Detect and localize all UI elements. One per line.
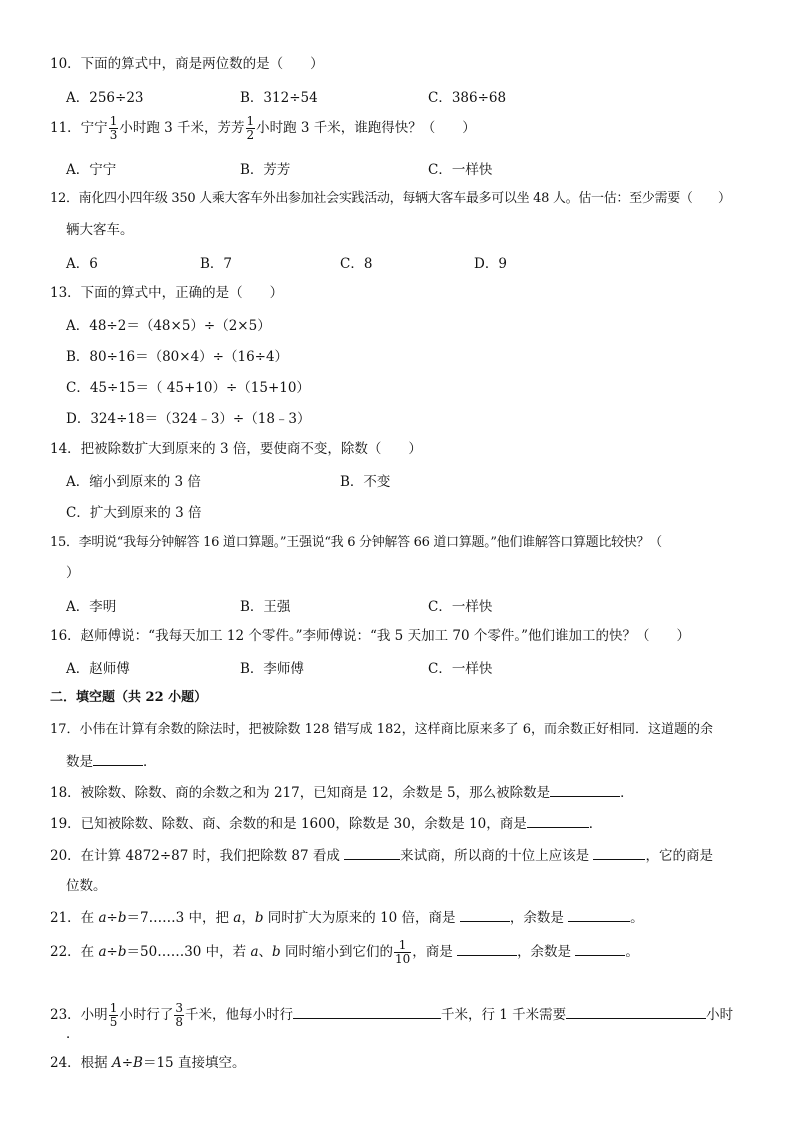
fraction-denominator: 10 — [394, 952, 411, 966]
q11-option-c: C．一样快 — [428, 162, 493, 178]
punctuation: ． — [143, 754, 157, 770]
q13-option-d: D．324÷18＝（324﹣3）÷（18﹣3） — [66, 411, 311, 427]
q12-option-b: B．7 — [200, 256, 233, 272]
fraction-numerator: 1 — [109, 114, 118, 128]
variable-A: A — [111, 1055, 122, 1071]
fraction-one-half — [246, 115, 256, 142]
question-11-text-3: 小时跑 3 千米，谁跑得快？（ ） — [256, 120, 476, 136]
question-14: 14．把被除数扩大到原来的 3 倍，要使商不变，除数（ ） — [50, 441, 422, 457]
question-23 — [50, 1000, 733, 1030]
q15-option-a: A．李明 — [66, 599, 117, 615]
fraction-numerator: 1 — [394, 939, 411, 953]
section-title-fill-in: 二．填空题（共 22 小题） — [50, 690, 208, 705]
question-20-text-2: 来试商，所以商的十位上应该是 — [400, 848, 594, 864]
variable-b: b — [117, 910, 127, 926]
q12-option-a: A．6 — [66, 256, 98, 272]
question-10-stem: 10．下面的算式中，商是两位数的是（ ） — [50, 56, 324, 72]
question-21-text: 同时扩大为原来的 10 倍，商是 — [263, 910, 460, 926]
question-18-text: 18．被除数、除数、商的余数之和为 217，已知商是 12，余数是 5，那么被除数是 — [50, 785, 551, 801]
question-21-text: ，余数是 — [509, 910, 569, 926]
question-23-line-2: ． — [66, 1026, 80, 1042]
separator: ， — [241, 910, 255, 926]
question-20-text-3: ，它的商是 — [645, 848, 713, 864]
q15-option-b: B．王强 — [240, 599, 291, 615]
question-16: 16．赵师傅说：“我每天加工 12 个零件。”李师傅说：“我 5 天加工 70 个零件。”他们谁加工的快？（ ） — [50, 628, 690, 644]
divide-sign: ÷ — [106, 910, 118, 926]
q12-option-c: C．8 — [340, 256, 373, 272]
question-10 — [50, 54, 324, 74]
answer-blank[interactable] — [593, 845, 645, 860]
punctuation: 。 — [625, 944, 639, 960]
question-22-text: ＝50……30 中，若 — [126, 944, 251, 960]
punctuation: ． — [588, 816, 603, 832]
variable-b: b — [117, 944, 127, 960]
q15-option-c: C．一样快 — [428, 599, 493, 615]
question-23-text: 千米，他每小时行 — [184, 1007, 293, 1023]
question-11-text-2: 小时跑 3 千米，芳芳 — [119, 120, 245, 136]
question-22-text: 同时缩小到它们的 — [280, 944, 393, 960]
q12-option-d: D．9 — [474, 256, 507, 272]
answer-blank[interactable] — [344, 845, 400, 860]
question-15-line-2: ） — [66, 565, 80, 581]
q11-option-a: A．宁宁 — [66, 162, 117, 178]
question-23-text: 23．小明 — [50, 1007, 108, 1023]
question-24 — [50, 1053, 245, 1073]
question-20-line-2: 位数。 — [66, 878, 107, 894]
fraction-denominator: 5 — [109, 1015, 118, 1029]
question-13: 13．下面的算式中，正确的是（ ） — [50, 285, 284, 301]
q14-option-a: A．缩小到原来的 3 倍 — [66, 474, 201, 490]
variable-a: a — [250, 944, 259, 960]
question-24-text: ＝15 直接填空。 — [142, 1055, 246, 1071]
question-22-text: ，余数是 — [517, 944, 576, 960]
question-21 — [50, 907, 644, 928]
q14-option-c: C．扩大到原来的 3 倍 — [66, 505, 202, 521]
divide-sign: ÷ — [121, 1055, 134, 1071]
question-12-line-1: 12．南化四小四年级 350 人乘大客车外出参加社会实践活动，每辆大客车最多可以坐 48 人。估一估：至少需要（ ） — [50, 191, 731, 206]
q10-option-a: A．256÷23 — [66, 90, 144, 106]
question-21-text: 21．在 — [50, 910, 99, 926]
question-19-text: 19．已知被除数、除数、商、余数的和是 1600，除数是 30，余数是 10，商是 — [50, 816, 527, 832]
fraction-numerator: 1 — [246, 114, 255, 128]
variable-a: a — [98, 910, 107, 926]
variable-a: a — [98, 944, 107, 960]
fraction-one-fifth — [109, 1002, 119, 1029]
answer-blank[interactable] — [293, 1004, 441, 1019]
question-19 — [50, 813, 602, 834]
question-22-text: 22．在 — [50, 944, 99, 960]
fraction-denominator: 8 — [175, 1015, 183, 1029]
fraction-numerator: 1 — [109, 1001, 118, 1015]
answer-blank[interactable] — [550, 782, 620, 797]
q10-option-b: B．312÷54 — [240, 90, 318, 106]
variable-a: a — [233, 910, 242, 926]
q13-option-a: A．48÷2＝（48×5）÷（2×5） — [66, 318, 271, 334]
answer-blank[interactable] — [575, 941, 625, 956]
question-20-text-1: 20．在计算 4872÷87 时，我们把除数 87 看成 — [50, 848, 345, 864]
fraction-denominator: 3 — [109, 128, 118, 142]
question-20-line-1 — [50, 845, 713, 866]
question-17-line-1: 17．小伟在计算有余数的除法时，把被除数 128 错写成 182，这样商比原来多了 6，而余数正好相同．这道题的余 — [50, 722, 713, 737]
q13-option-b: B．80÷16＝（80×4）÷（16÷4） — [66, 349, 289, 365]
question-17-line-2 — [66, 751, 157, 772]
answer-blank[interactable] — [566, 1004, 706, 1019]
punctuation: ． — [620, 785, 634, 801]
question-24-text: 24．根据 — [50, 1055, 112, 1071]
variable-B: B — [133, 1055, 143, 1071]
question-15-line-1: 15．李明说“我每分钟解答 16 道口算题。”王强说“我 6 分钟解答 66 道口算题。”他们谁解答口算题比较快？（ — [50, 535, 662, 550]
q16-option-b: B．李师傅 — [240, 661, 304, 677]
q10-option-c: C．386÷68 — [428, 90, 507, 106]
question-17-text: 数是 — [66, 754, 93, 770]
answer-blank[interactable] — [93, 751, 143, 766]
question-23-text: 千米，行 1 千米需要 — [440, 1007, 567, 1023]
fraction-one-third — [109, 115, 119, 142]
separator: 、 — [258, 944, 273, 960]
question-21-text: ＝7……3 中，把 — [126, 910, 234, 926]
variable-b: b — [254, 910, 264, 926]
question-11-text-1: 11．宁宁 — [50, 120, 108, 136]
q16-option-a: A．赵师傅 — [66, 661, 130, 677]
q14-option-b: B．不变 — [340, 474, 391, 490]
q11-option-b: B．芳芳 — [240, 162, 291, 178]
q16-option-c: C．一样快 — [428, 661, 493, 677]
answer-blank[interactable] — [568, 907, 630, 922]
fraction-numerator: 3 — [175, 1001, 183, 1015]
question-22 — [50, 937, 639, 967]
answer-blank[interactable] — [457, 941, 517, 956]
question-18 — [50, 782, 634, 803]
q13-option-c: C．45÷15＝（ 45+10）÷（15+10） — [66, 380, 310, 396]
variable-b: b — [272, 944, 281, 960]
punctuation: 。 — [630, 910, 644, 926]
answer-blank[interactable] — [527, 813, 589, 828]
question-12-line-2: 辆大客车。 — [66, 222, 134, 238]
answer-blank[interactable] — [460, 907, 510, 922]
question-11 — [50, 113, 476, 143]
question-22-text: ，商是 — [412, 944, 458, 960]
divide-sign: ÷ — [106, 944, 118, 960]
question-23-text: 小时行了 — [119, 1007, 174, 1023]
fraction-three-eighths — [174, 1002, 184, 1029]
question-23-text: 小时 — [706, 1007, 734, 1023]
fraction-denominator: 2 — [246, 128, 255, 142]
fraction-one-tenth — [394, 939, 411, 966]
